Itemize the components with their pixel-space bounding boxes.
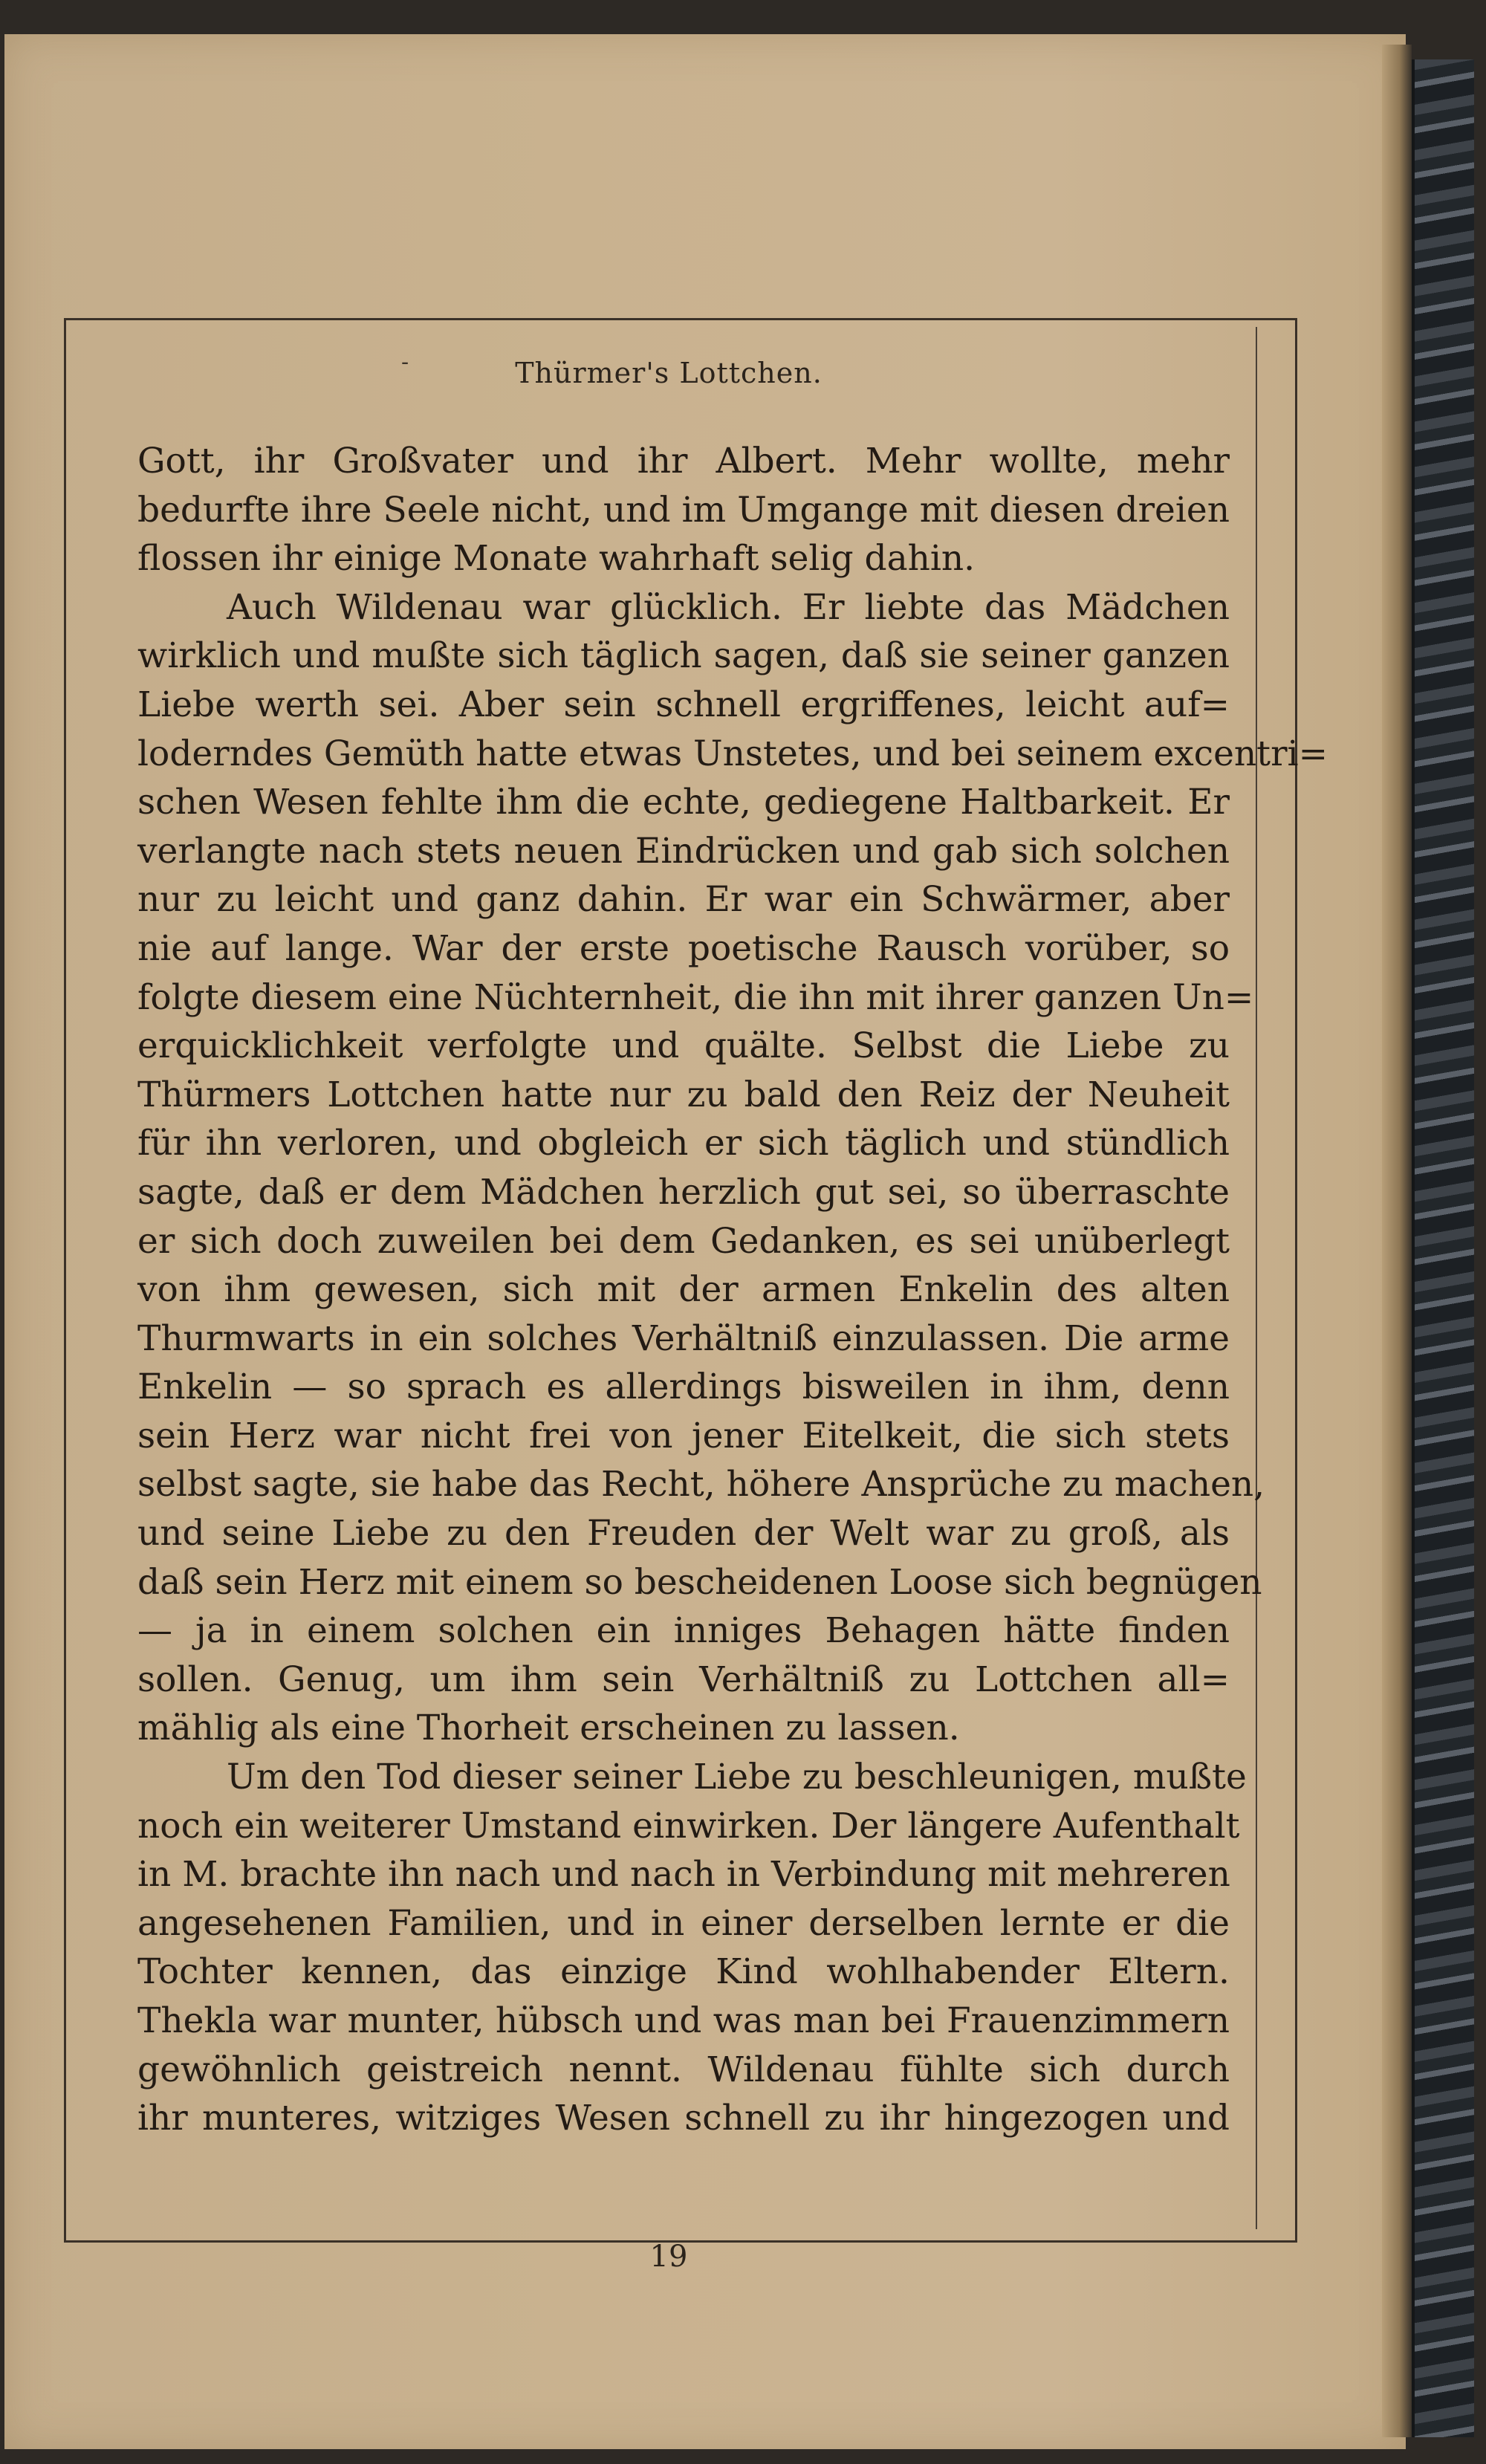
book-spine	[1412, 59, 1474, 2437]
text-line: — ja in einem solchen ein inniges Behagen hätte finden	[137, 1610, 1230, 1652]
text-line: ihr munteres, witziges Wesen schnell zu ihr hingezogen und	[137, 2098, 1230, 2139]
text-line: Liebe werth sei. Aber sein schnell ergriffenes, leicht auf=	[137, 684, 1230, 725]
text-line: sollen. Genug, um ihm sein Verhältniß zu Lottchen all=	[137, 1659, 1230, 1700]
text-line: er sich doch zuweilen bei dem Gedanken, es sei unüberlegt	[137, 1220, 1230, 1262]
text-line: selbst sagte, sie habe das Recht, höhere Ansprüche zu machen,	[137, 1464, 1265, 1505]
text-line: flossen ihr einige Monate wahrhaft selig dahin.	[137, 538, 976, 580]
text-line: gewöhnlich geistreich nennt. Wildenau fühlte sich durch	[137, 2049, 1230, 2090]
text-line: Thürmers Lottchen hatte nur zu bald den Reiz der Neuheit	[137, 1074, 1230, 1115]
text-line: erquicklichkeit verfolgte und quälte. Selbst die Liebe zu	[137, 1025, 1230, 1067]
text-line: und seine Liebe zu den Freuden der Welt war zu groß, als	[137, 1513, 1230, 1554]
frame-rule	[1256, 327, 1257, 2229]
text-line: Thekla war munter, hübsch und was man bei Frauenzimmern	[137, 2000, 1230, 2041]
text-line: von ihm gewesen, sich mit der armen Enkelin des alten	[137, 1269, 1230, 1311]
running-head: Thürmer's Lottchen.	[515, 357, 823, 389]
text-line: nie auf lange. War der erste poetische Rausch vorüber, so	[137, 927, 1230, 969]
text-line: Enkelin — so sprach es allerdings bisweilen in ihm, denn	[137, 1366, 1230, 1408]
text-line: in M. brachte ihn nach und nach in Verbindung mit mehreren	[137, 1854, 1230, 1896]
text-line: Um den Tod dieser seiner Liebe zu beschleunigen, mußte	[227, 1757, 1247, 1798]
page-edge	[1382, 45, 1412, 2437]
text-line: sagte, daß er dem Mädchen herzlich gut sei, so überraschte	[137, 1171, 1230, 1213]
text-line: Auch Wildenau war glücklich. Er liebte das Mädchen	[227, 586, 1230, 628]
text-line: nur zu leicht und ganz dahin. Er war ein Schwärmer, aber	[137, 879, 1230, 921]
text-line: angesehenen Familien, und in einer derselben lernte er die	[137, 1902, 1230, 1944]
text-line: Gott, ihr Großvater und ihr Albert. Mehr wollte, mehr	[137, 441, 1230, 482]
text-line: noch ein weiterer Umstand einwirken. Der längere Aufenthalt	[137, 1805, 1240, 1847]
text-line: Thurmwarts in ein solches Verhältniß einzulassen. Die arme	[137, 1317, 1230, 1359]
text-line: bedurfte ihre Seele nicht, und im Umgange mit diesen dreien	[137, 489, 1230, 531]
body-text	[137, 437, 1328, 2143]
head-mark: -	[401, 349, 409, 375]
text-line: loderndes Gemüth hatte etwas Unstetes, und bei seinem excentri=	[137, 733, 1328, 774]
text-line: wirklich und mußte sich täglich sagen, daß sie seiner ganzen	[137, 635, 1230, 677]
text-line: mählig als eine Thorheit erscheinen zu lassen.	[137, 1708, 960, 1749]
text-line: sein Herz war nicht frei von jener Eitelkeit, die sich stets	[137, 1415, 1230, 1456]
text-line: schen Wesen fehlte ihm die echte, gediegene Haltbarkeit. Er	[137, 782, 1230, 823]
text-line: daß sein Herz mit einem so bescheidenen Loose sich begnügen	[137, 1561, 1262, 1603]
text-line: Tochter kennen, das einzige Kind wohlhabender Eltern.	[137, 1951, 1230, 1993]
page-number: 19	[649, 2240, 688, 2274]
text-line: verlangte nach stets neuen Eindrücken und gab sich solchen	[137, 830, 1230, 872]
text-line: folgte diesem eine Nüchternheit, die ihn mit ihrer ganzen Un=	[137, 976, 1254, 1018]
text-line: für ihn verloren, und obgleich er sich täglich und stündlich	[137, 1123, 1230, 1164]
